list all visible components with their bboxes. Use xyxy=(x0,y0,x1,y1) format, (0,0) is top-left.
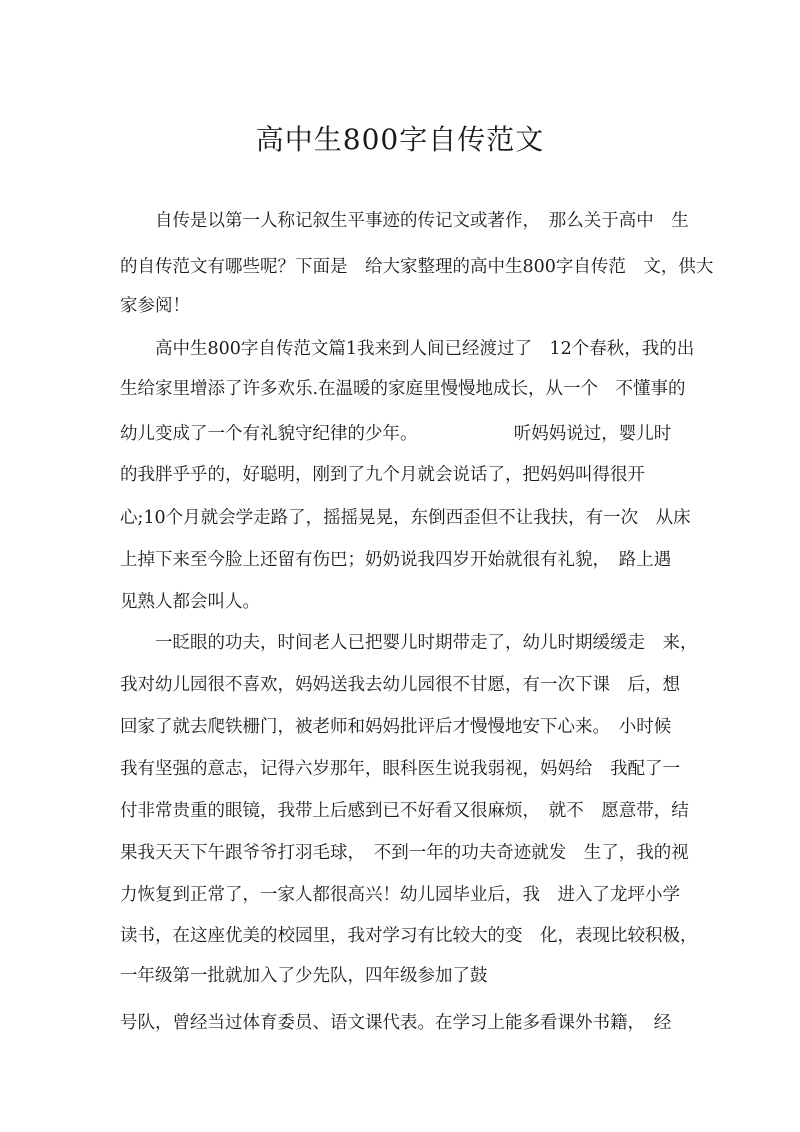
text-line: 我对幼儿园很不喜欢，妈妈送我去幼儿园很不甘愿，有一次下课 后，想 xyxy=(120,675,680,695)
text-line: 见熟人都会叫人。 xyxy=(120,592,260,612)
text-line: 高中生800字自传范文篇1我来到人间已经渡过了 12个春秋，我的出 xyxy=(120,339,695,359)
text-line: 果我天天下午跟爷爷打羽毛球， 不到一年的功夫奇迹就发 生了，我的视 xyxy=(120,843,689,863)
text-line: 号队，曾经当过体育委员、语文课代表。在学习上能多看课外书籍， 经 xyxy=(120,1013,672,1033)
text-line: 的自传范文有哪些呢？下面是 给大家整理的高中生800字自传范 文，供大 xyxy=(120,257,714,277)
text-line: 的我胖乎乎的，好聪明，刚到了九个月就会说话了，把妈妈叫得很开 xyxy=(120,465,645,485)
text-line: 生给家里增添了许多欢乐.在温暖的家庭里慢慢地成长，从一个 不懂事的 xyxy=(120,379,686,399)
document-title: 高中生800字自传范文 xyxy=(255,123,545,156)
text-line: 读书，在这座优美的校园里，我对学习有比较大的变 化，表现比较积极， xyxy=(120,926,698,946)
text-line: 付非常贵重的眼镜，我带上后感到已不好看又很麻烦， 就不 愿意带，结 xyxy=(120,801,689,821)
text-line: 家参阅！ xyxy=(120,296,190,316)
text-line: 一年级第一批就加入了少先队，四年级参加了鼓 xyxy=(120,966,488,986)
text-line: 自传是以第一人称记叙生平事迹的传记文或著作， 那么关于高中 生 xyxy=(120,211,689,231)
text-line: 上掉下来至今脸上还留有伤巴；奶奶说我四岁开始就很有礼貌， 路上遇 xyxy=(120,550,672,570)
text-line: 回家了就去爬铁栅门，被老师和妈妈批评后才慢慢地安下心来。 小时候 xyxy=(120,717,672,737)
text-line: 心;10个月就会学走路了，摇摇晃晃，东倒西歪但不让我扶，有一次 从床 xyxy=(120,508,691,528)
text-line: 幼儿变成了一个有礼貌守纪律的少年。 听妈妈说过，婴儿时 xyxy=(120,424,672,444)
text-line: 一眨眼的功夫，时间老人已把婴儿时期带走了，幼儿时期缓缓走 来， xyxy=(120,633,698,653)
text-line: 我有坚强的意志，记得六岁那年，眼科医生说我弱视，妈妈给 我配了一 xyxy=(120,759,680,779)
text-line: 力恢复到正常了，一家人都很高兴！幼儿园毕业后，我 进入了龙坪小学 xyxy=(120,885,680,905)
